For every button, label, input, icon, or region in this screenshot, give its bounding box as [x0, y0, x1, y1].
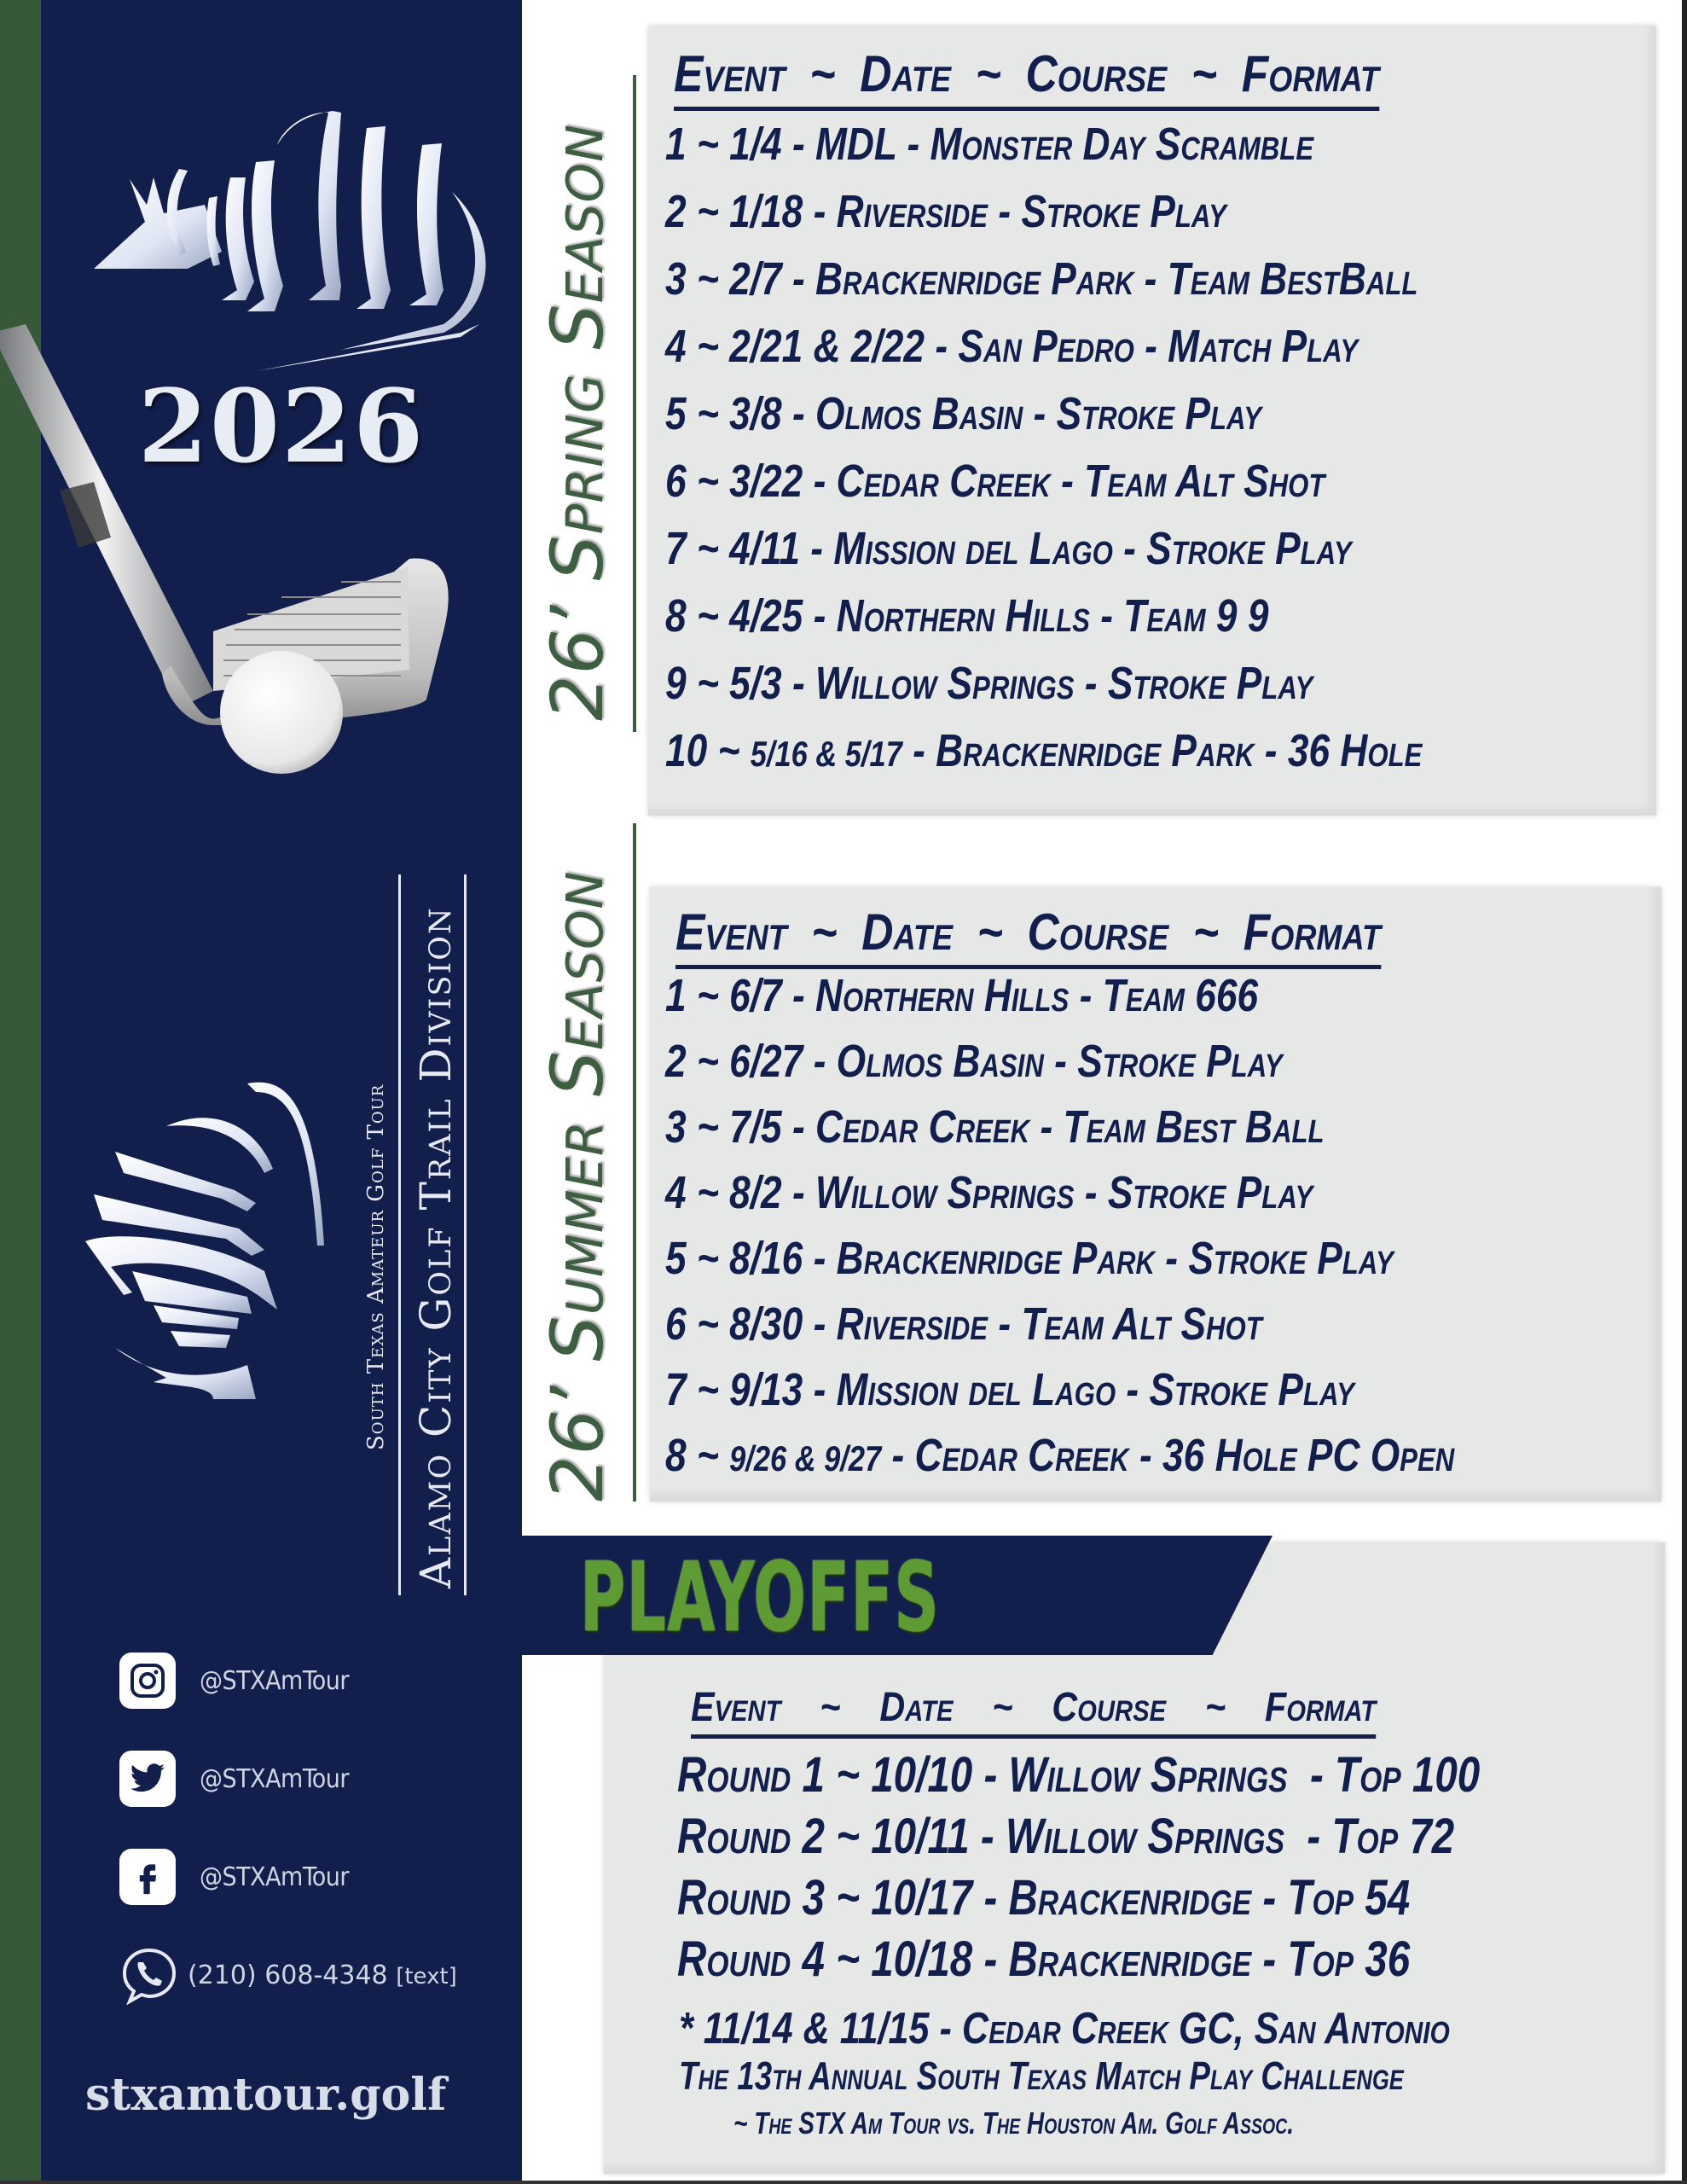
- playoff-round-row: Round 1 ~ 10/10 - Willow Springs - Top 100: [677, 1747, 1481, 1803]
- twitter-icon: [119, 1751, 176, 1807]
- social-facebook[interactable]: [119, 1847, 457, 1907]
- summer-schedule-panel: [650, 887, 1661, 1502]
- phone-chat-icon: [119, 1945, 179, 2005]
- spring-table-header: Event ~ Date ~ Course ~ Format: [674, 44, 1379, 111]
- social-links: [119, 1651, 457, 2043]
- spring-event-row: 1 ~ 1/4 - MDL - Monster Day Scramble: [665, 119, 1314, 170]
- social-instagram[interactable]: [119, 1651, 457, 1711]
- match-play-subtitle-line: ~ The STX Am Tour vs. The Houston Am. Golf Assoc.: [733, 2106, 1295, 2140]
- match-play-date-line: * 11/14 & 11/15 - Cedar Creek GC, San Antonio: [679, 2004, 1450, 2053]
- playoff-round-row: Round 3 ~ 10/17 - Brackenridge - Top 54: [677, 1870, 1411, 1926]
- spring-event-row: 10 ~ 5/16 & 5/17 - Brackenridge Park - 36 Hole: [665, 725, 1423, 776]
- spring-event-row: 7 ~ 4/11 - Mission del Lago - Stroke Play: [665, 523, 1352, 574]
- summer-event-row: 4 ~ 8/2 - Willow Springs - Stroke Play: [665, 1167, 1313, 1218]
- summer-event-row: 5 ~ 8/16 - Brackenridge Park - Stroke Play: [665, 1233, 1394, 1284]
- page-edge: [0, 2181, 1687, 2184]
- spring-season-title: 26’ Spring Season: [536, 123, 619, 721]
- instagram-handle: @STXAmTour: [200, 1665, 349, 1696]
- playoff-round-row: Round 4 ~ 10/18 - Brackenridge - Top 36: [677, 1931, 1411, 1987]
- summer-event-row: 6 ~ 8/30 - Riverside - Team Alt Shot: [665, 1298, 1262, 1350]
- summer-season-rule: [633, 823, 636, 1502]
- spring-event-row: 3 ~ 2/7 - Brackenridge Park - Team BestBall: [665, 253, 1418, 305]
- playoff-round-row: Round 2 ~ 10/11 - Willow Springs - Top 72: [677, 1809, 1455, 1864]
- phone-contact[interactable]: [119, 1945, 457, 2005]
- spring-schedule-panel: [648, 26, 1656, 816]
- tour-name: South Texas Amateur Golf Tour: [363, 1083, 389, 1450]
- instagram-icon: [119, 1653, 176, 1709]
- match-play-title-line: The 13th Annual South Texas Match Play Challenge: [679, 2053, 1404, 2098]
- summer-event-row: 1 ~ 6/7 - Northern Hills - Team 666: [665, 970, 1259, 1021]
- summer-event-row: 2 ~ 6/27 - Olmos Basin - Stroke Play: [665, 1036, 1283, 1087]
- summer-season-title: 26’ Summer Season: [536, 870, 619, 1502]
- page-edge: [1682, 0, 1687, 2184]
- playoffs-table-header: Event ~ Date ~ Course ~ Format: [691, 1684, 1376, 1739]
- summer-event-row: 8 ~ 9/26 & 9/27 - Cedar Creek - 36 Hole PC Open: [665, 1430, 1455, 1481]
- facebook-handle: @STXAmTour: [200, 1862, 349, 1892]
- summer-event-row: 7 ~ 9/13 - Mission del Lago - Stroke Play: [665, 1364, 1354, 1415]
- armadillo-emblem-icon: [85, 1058, 341, 1399]
- playoffs-title: PLAYOFFS: [580, 1542, 941, 1653]
- spring-event-row: 5 ~ 3/8 - Olmos Basin - Stroke Play: [665, 388, 1262, 439]
- spring-event-row: 2 ~ 1/18 - Riverside - Stroke Play: [665, 186, 1226, 237]
- spring-season-rule: [633, 75, 636, 732]
- spring-event-row: 8 ~ 4/25 - Northern Hills - Team 9 9: [665, 590, 1269, 642]
- spring-event-row: 6 ~ 3/22 - Cedar Creek - Team Alt Shot: [665, 456, 1325, 507]
- summer-table-header: Event ~ Date ~ Course ~ Format: [675, 903, 1381, 969]
- season-year: 2026: [137, 367, 426, 485]
- phone-number: (210) 608-4348 [text]: [188, 1960, 457, 1990]
- facebook-icon: [119, 1849, 176, 1905]
- golf-club-icon: [0, 324, 529, 870]
- divider-line: [464, 874, 467, 1595]
- spring-event-row: 9 ~ 5/3 - Willow Springs - Stroke Play: [665, 658, 1313, 709]
- summer-event-row: 3 ~ 7/5 - Cedar Creek - Team Best Ball: [665, 1101, 1325, 1153]
- divider-line: [398, 874, 401, 1595]
- website-link[interactable]: stxamtour.golf: [85, 2069, 447, 2121]
- division-name: Alamo City Golf Trail Division: [411, 906, 461, 1589]
- spring-event-row: 4 ~ 2/21 & 2/22 - San Pedro - Match Play: [665, 321, 1359, 372]
- social-twitter[interactable]: [119, 1749, 457, 1809]
- twitter-handle: @STXAmTour: [200, 1763, 349, 1794]
